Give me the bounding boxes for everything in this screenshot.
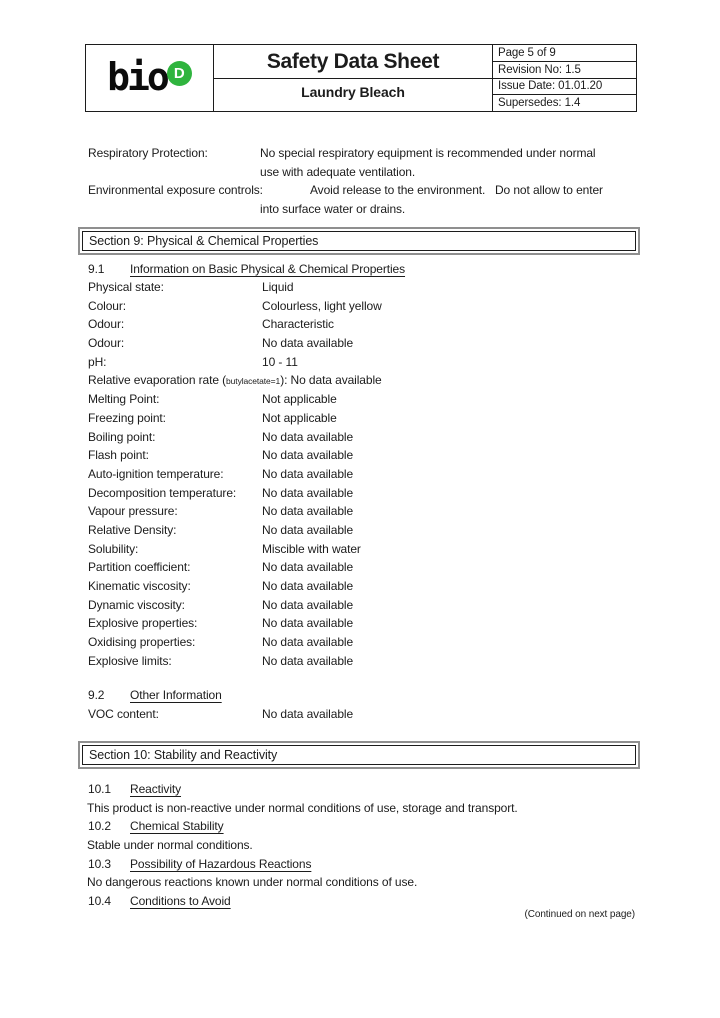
property-value: No data available — [262, 597, 354, 612]
property-label: Freezing point: — [88, 410, 166, 425]
logo-d-badge-icon: D — [167, 61, 192, 86]
subsection-body-text: No dangerous reactions known under normal conditions of use. — [87, 875, 418, 890]
property-label: Dynamic viscosity: — [88, 597, 185, 612]
field-value: use with adequate ventilation. — [260, 164, 416, 179]
property-label: Explosive limits: — [88, 653, 172, 668]
property-value: Liquid — [262, 280, 294, 294]
subsection-number: 9.2 — [88, 688, 105, 702]
property-row — [85, 484, 645, 503]
property-row — [85, 540, 645, 559]
meta-issue-date: Issue Date: 01.01.20 — [493, 79, 636, 96]
property-row — [85, 652, 645, 671]
property-row — [85, 577, 645, 596]
section-9-header-bar — [78, 227, 640, 255]
property-label: Relative evaporation rate (butylacetate=1): No data available — [88, 373, 382, 388]
property-value: Miscible with water — [262, 541, 361, 556]
property-value: No data available — [262, 448, 354, 463]
property-value: Not applicable — [262, 392, 337, 407]
section-10-header-text: Section 10: Stability and Reactivity — [82, 745, 636, 765]
property-label: Physical state: — [88, 280, 164, 294]
field-label: Respiratory Protection: — [88, 146, 208, 160]
property-value: No data available — [262, 466, 354, 481]
property-value: No data available — [262, 429, 354, 444]
property-row — [85, 297, 645, 316]
property-label: Explosive properties: — [88, 616, 198, 631]
section-10-header-bar — [78, 741, 640, 769]
property-value: Not applicable — [262, 410, 337, 425]
section-9-header-text: Section 9: Physical & Chemical Properties — [82, 231, 636, 251]
subsection-title: Reactivity — [130, 782, 182, 796]
logo-cell — [86, 45, 214, 111]
property-row — [85, 390, 645, 409]
field-value: Avoid release to the environment. Do not allow to enter — [310, 183, 603, 198]
property-row — [85, 428, 645, 447]
property-row — [85, 558, 645, 577]
property-row — [85, 521, 645, 540]
intro-row — [85, 200, 645, 219]
subsection-9-2-heading — [85, 686, 645, 705]
subsection-10-1-heading — [85, 780, 645, 799]
property-row — [85, 614, 645, 633]
property-value: No data available — [262, 504, 354, 519]
property-label: Partition coefficient: — [88, 560, 191, 575]
continued-note: (Continued on next page) — [524, 909, 635, 920]
field-value: No special respiratory equipment is recommended under normal — [260, 146, 596, 160]
intro-block — [85, 144, 645, 219]
property-label: VOC content: — [88, 707, 159, 721]
property-value: No data available — [262, 560, 354, 575]
property-label: Boiling point: — [88, 429, 156, 444]
property-value: No data available — [262, 336, 354, 351]
subsection-title: Conditions to Avoid — [130, 894, 231, 909]
subsection-body-text: Stable under normal conditions. — [87, 838, 253, 853]
field-value: into surface water or drains. — [260, 202, 406, 217]
property-row — [85, 353, 645, 372]
field-label: Environmental exposure controls: — [88, 183, 263, 198]
subsection-title: Chemical Stability — [130, 819, 224, 834]
subsection-10-2-heading — [85, 817, 645, 836]
property-value: No data available — [262, 616, 354, 631]
subsection-number: 10.3 — [88, 856, 111, 871]
property-row-evaporation — [85, 371, 645, 390]
property-value: No data available — [262, 579, 354, 593]
product-name: Laundry Bleach — [301, 84, 405, 100]
property-label: Vapour pressure: — [88, 504, 178, 519]
subsection-number: 9.1 — [88, 262, 105, 276]
subsection-number: 10.1 — [88, 782, 111, 796]
header-title-cell — [214, 45, 493, 111]
properties-list — [85, 278, 645, 670]
header-table — [85, 44, 637, 112]
property-value: No data available — [262, 635, 354, 650]
property-row — [85, 315, 645, 334]
property-row — [85, 334, 645, 353]
property-row — [85, 278, 645, 297]
intro-row — [85, 163, 645, 182]
property-row — [85, 633, 645, 652]
document-title: Safety Data Sheet — [214, 45, 492, 79]
subsection-number: 10.2 — [88, 819, 111, 834]
subsection-number: 10.4 — [88, 894, 111, 909]
property-label: Oxidising properties: — [88, 635, 196, 650]
property-label: Melting Point: — [88, 392, 160, 407]
property-value: 10 - 11 — [262, 354, 298, 369]
property-value: No data available — [262, 707, 354, 721]
property-value: Colourless, light yellow — [262, 298, 382, 313]
property-row — [85, 465, 645, 484]
subsection-title: Information on Basic Physical & Chemical Properties — [130, 262, 406, 276]
subsection-10-3-heading — [85, 855, 645, 874]
property-label: Odour: — [88, 317, 125, 332]
property-label: Auto-ignition temperature: — [88, 466, 224, 481]
meta-page-number: Page 5 of 9 — [493, 45, 636, 62]
property-row — [85, 596, 645, 615]
property-value: Characteristic — [262, 317, 334, 332]
property-value: No data available — [262, 485, 354, 500]
header-meta-cell — [493, 45, 636, 111]
subsection-title: Possibility of Hazardous Reactions — [130, 856, 312, 871]
property-label: Decomposition temperature: — [88, 485, 237, 500]
property-row — [85, 446, 645, 465]
section-10-content — [85, 780, 645, 911]
property-label: Relative Density: — [88, 522, 177, 537]
bio-d-logo — [107, 55, 192, 99]
property-label: pH: — [88, 354, 107, 369]
meta-supersedes: Supersedes: 1.4 — [498, 97, 581, 110]
property-label: Solubility: — [88, 541, 139, 556]
subsection-title: Other Information — [130, 688, 222, 702]
subsection-10-4-heading — [85, 892, 645, 911]
intro-row — [85, 144, 645, 163]
intro-row — [85, 181, 645, 200]
logo-text: bio — [107, 55, 167, 99]
property-value: No data available — [262, 522, 354, 537]
property-label: Odour: — [88, 336, 125, 351]
subsection-body-text: This product is non-reactive under normal conditions of use, storage and transport. — [87, 800, 518, 815]
meta-revision: Revision No: 1.5 — [493, 62, 636, 79]
property-row — [85, 502, 645, 521]
property-label: Kinematic viscosity: — [88, 579, 191, 593]
subsection-9-1-heading — [85, 260, 645, 279]
evap-subscript: butylacetate=1 — [226, 376, 281, 387]
property-label: Flash point: — [88, 448, 149, 463]
property-value: No data available — [262, 653, 354, 668]
property-row — [85, 409, 645, 428]
voc-row — [85, 705, 645, 724]
property-label: Colour: — [88, 298, 126, 313]
